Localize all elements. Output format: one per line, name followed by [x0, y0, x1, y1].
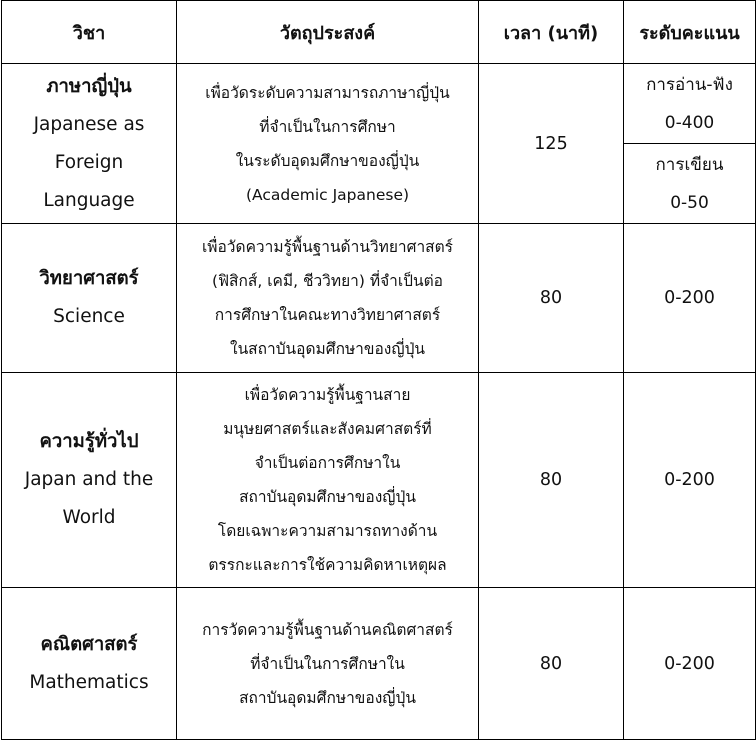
objective-line: (Academic Japanese): [245, 185, 410, 204]
objective-line: จำเป็นต่อการศึกษาใน: [254, 454, 401, 472]
objective-cell: [177, 588, 479, 740]
objective-line: ตรรกะและการใช้ความคิดหาเหตุผล: [208, 556, 447, 574]
score-label: การอ่าน-ฟัง: [646, 74, 733, 95]
score-cell: 0-200: [624, 224, 756, 373]
table-row: [2, 373, 756, 588]
score-label: การเขียน: [655, 154, 724, 175]
objective-cell: [177, 64, 479, 224]
subject-cell: [2, 224, 177, 373]
subject-thai: คณิตศาสตร์: [40, 633, 138, 655]
subject-english: Science: [53, 306, 125, 327]
subject-english: Japan and the: [24, 469, 154, 490]
objective-line: การศึกษาในคณะทางวิทยาศาสตร์: [214, 306, 441, 324]
score-cell: 0-200: [624, 588, 756, 740]
header-row: [2, 1, 756, 64]
objective-line: การวัดความรู้พื้นฐานด้านคณิตศาสตร์: [202, 620, 453, 639]
table-row: [2, 64, 756, 144]
subject-cell: [2, 588, 177, 740]
header-time: เวลา (นาที): [479, 1, 624, 64]
score-cell-writing: [624, 144, 756, 224]
header-objective: วัตถุประสงค์: [177, 1, 479, 64]
objective-line: ในระดับอุดมศึกษาของญี่ปุ่น: [235, 151, 420, 170]
subject-thai: ภาษาญี่ปุ่น: [46, 75, 132, 97]
subject-thai: วิทยาศาสตร์: [39, 268, 139, 289]
time-cell: 80: [479, 224, 624, 373]
header-score: ระดับคะแนน: [624, 1, 756, 64]
objective-line: เพื่อวัดความรู้พื้นฐานสาย: [244, 386, 411, 404]
objective-cell: [177, 224, 479, 373]
subject-english: Foreign: [54, 151, 124, 173]
objective-line: มนุษยศาสตร์และสังคมศาสตร์ที่: [223, 420, 432, 438]
objective-line: ที่จำเป็นในการศึกษาใน: [250, 654, 405, 673]
objective-cell: [177, 373, 479, 588]
time-cell: 80: [479, 588, 624, 740]
score-range: 0-400: [664, 112, 715, 133]
subject-english: World: [62, 507, 116, 528]
objective-line: สถาบันอุดมศึกษาของญี่ปุ่น: [239, 688, 416, 707]
subject-cell: [2, 373, 177, 588]
table-row: [2, 224, 756, 373]
time-cell: 80: [479, 373, 624, 588]
objective-line: สถาบันอุดมศึกษาของญี่ปุ่น: [239, 488, 416, 506]
subject-cell: [2, 64, 177, 224]
header-subject: วิชา: [2, 1, 177, 64]
objective-line: ที่จำเป็นในการศึกษา: [259, 117, 396, 136]
subject-thai: ความรู้ทั่วไป: [39, 431, 139, 452]
subject-english: Japanese as: [33, 113, 145, 135]
score-cell-reading-listening: [624, 64, 756, 144]
objective-line: โดยเฉพาะความสามารถทางด้าน: [217, 522, 438, 540]
objective-line: (ฟิสิกส์, เคมี, ชีววิทยา) ที่จำเป็นต่อ: [212, 272, 443, 290]
time-cell: 125: [479, 64, 624, 224]
subject-english: Language: [43, 189, 135, 211]
score-cell: 0-200: [624, 373, 756, 588]
exam-table: [1, 0, 756, 740]
objective-line: ในสถาบันอุดมศึกษาของญี่ปุ่น: [230, 340, 425, 358]
objective-line: เพื่อวัดระดับความสามารถภาษาญี่ปุ่น: [205, 83, 450, 102]
score-range: 0-50: [670, 192, 709, 213]
table-row: [2, 588, 756, 740]
objective-line: เพื่อวัดความรู้พื้นฐานด้านวิทยาศาสตร์: [201, 238, 454, 256]
subject-english: Mathematics: [29, 671, 149, 693]
